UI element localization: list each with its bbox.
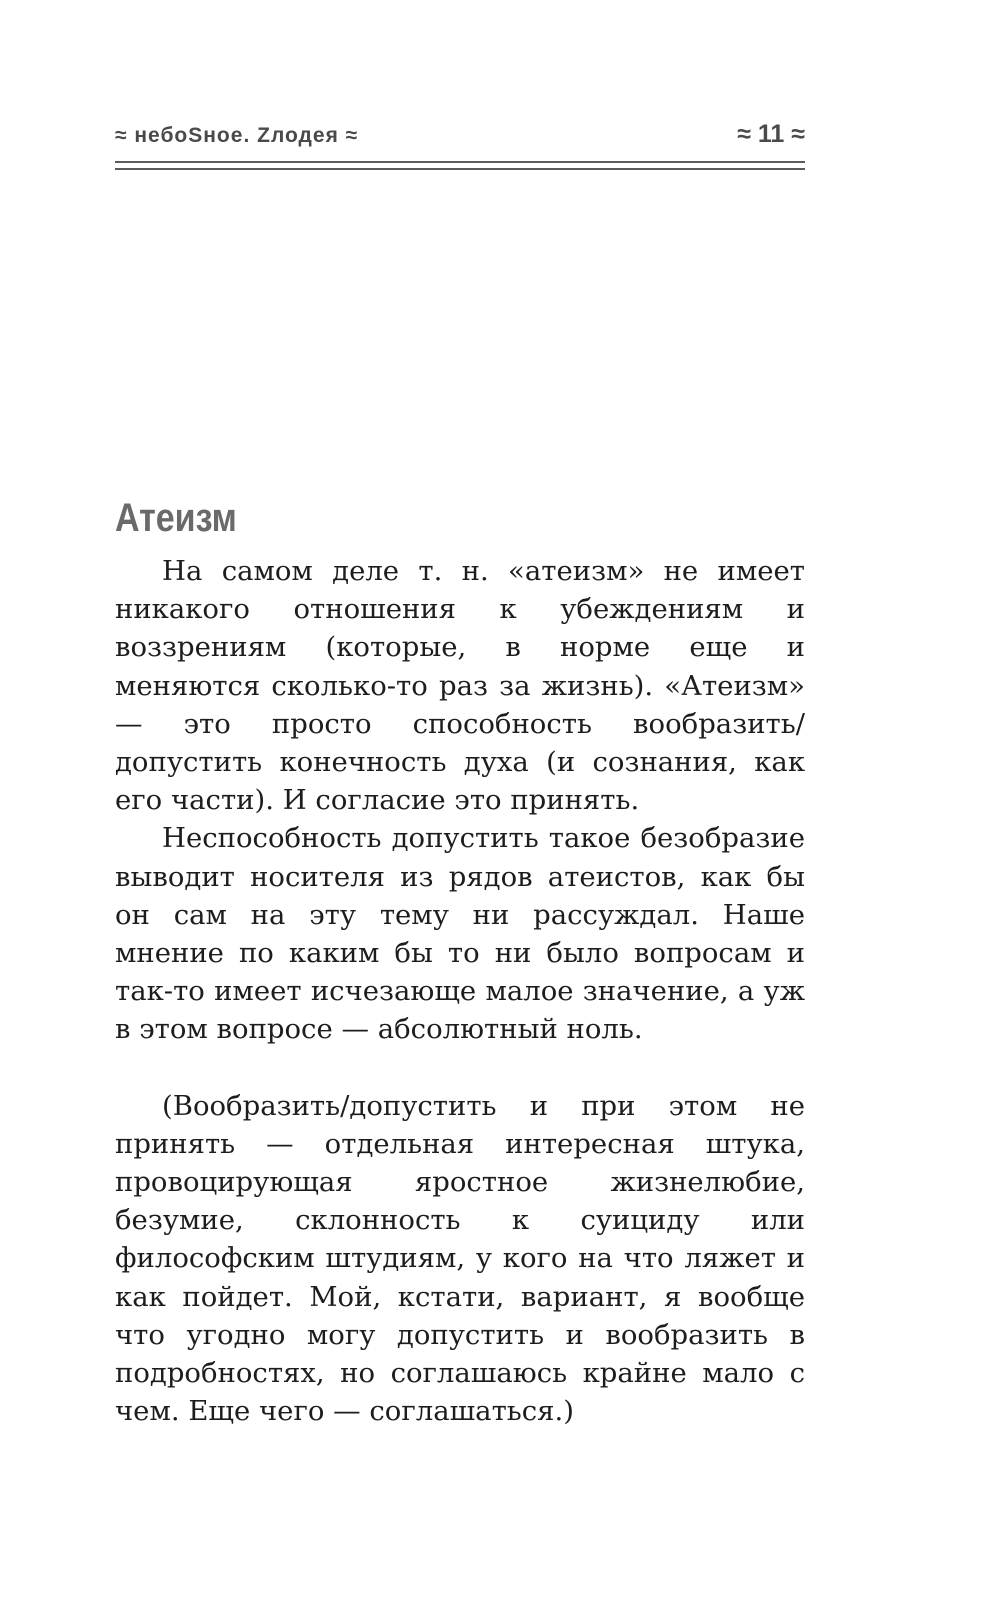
paragraph-1: На самом деле т. н. «атеизм» не имеет никакого отношения к убеждениям и воззрениям (которые, в норме еще и меняются сколько-то раз за жизнь). «Атеизм» — это просто способность вообразить/допустить конечность духа (и сознания, как его части). И согласие это принять. (115, 555, 805, 817)
page-number: ≈ 11 ≈ (737, 120, 805, 148)
header-rule-top (115, 161, 805, 163)
body-text (115, 552, 805, 1430)
header-rule-bottom (115, 168, 805, 170)
running-head (115, 118, 805, 158)
paragraph-2: Неспособность допустить такое безобразие выводит носителя из рядов атеистов, как бы он сам на эту тему ни рассуждал. Наше мнение по каким бы то ни было вопросам и так-то имеет исчезающе малое значение, а уж в этом вопросе — абсолютный ноль. (115, 822, 805, 1046)
paragraph-3: (Вообразить/допустить и при этом не принять — отдельная интересная штука, провоцирующая яростное жизнелюбие, безумие, склонность к суициду или философским штудиям, у кого на что ляжет и как пойдет. Мой, кстати, вариант, я вообще что угодно могу допустить и вообразить в подробностях, но соглашаюсь крайне мало с чем. Еще чего — соглашаться.) (115, 1089, 805, 1428)
book-title: ≈ небоЅное. Zлодея ≈ (115, 124, 359, 147)
chapter-title: Атеизм (115, 496, 237, 540)
